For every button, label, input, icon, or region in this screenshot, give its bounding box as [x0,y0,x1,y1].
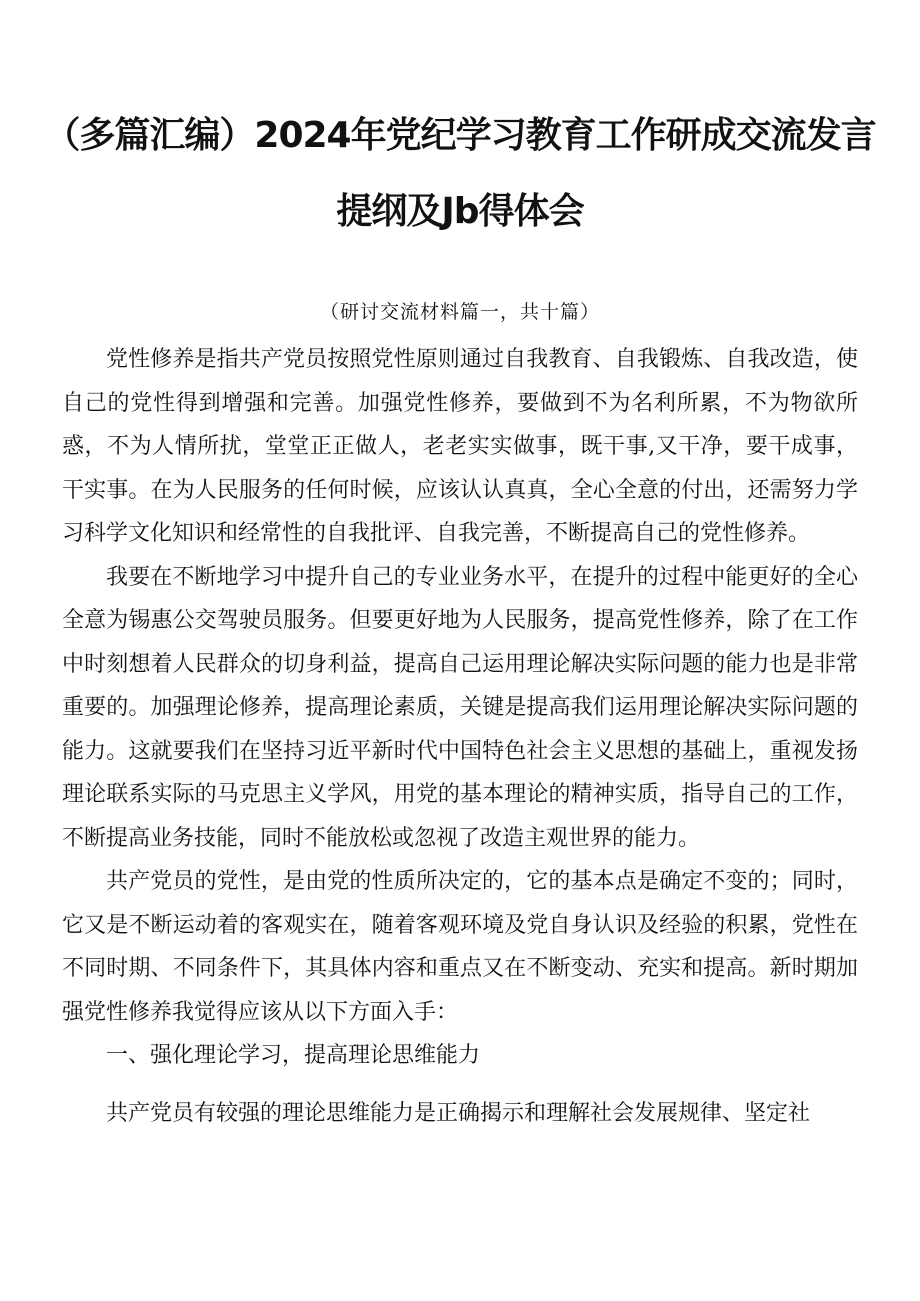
document-subtitle: （研讨交流材料篇一，共十篇） [319,301,600,323]
body-paragraph-2: 我要在不断地学习中提升自己的专业业务水平，在提升的过程中能更好的全心全意为锡惠公交驾驶员服务。但要更好地为人民服务，提高党性修养，除了在工作中时刻想着人民群众的切身利益，提高自己运用理论解决实际问题的能力也是非常重要的。加强理论修养，提高理论素质，关键是提高我们运用理论解决实际问题的能力。这就要我们在坚持习近平新时代中国特色社会主义思想的基础上，重视发扬理论联系实际的马克思主义学风，用党的基本理论的精神实质，指导自己的工作，不断提高业务技能，同时不能放松或忽视了改造主观世界的能力。 [62,564,858,851]
document-body [62,338,858,1135]
body-paragraph-3: 共产党员的党性，是由党的性质所决定的，它的基本点是确定不变的；同时，它又是不断运动着的客观实在，随着客观环境及党自身认识及经验的积累，党性在不同时期、不同条件下，其具体内容和重点又在不断变动、充实和提高。新时期加强党性修养我觉得应该从以下方面入手： [62,869,858,1025]
body-paragraph-4: 共产党员有较强的理论思维能力是正确揭示和理解社会发展规律、坚定社 [106,1100,811,1126]
body-paragraph-1: 党性修养是指共产党员按照党性原则通过自我教育、自我锻炼、自我改造，使自己的党性得到增强和完善。加强党性修养，要做到不为名利所累，不为物欲所惑，不为人情所扰，堂堂正正做人，老老实实做事，既干事,又干净，要干成事，干实事。在为人民服务的任何时候，应该认认真真，全心全意的付出，还需努力学习科学文化知识和经常性的自我批评、自我完善，不断提高自己的党性修养。 [62,347,858,546]
document-title-line-1: （多篇汇编）2024年党纪学习教育工作研成交流发言 [44,115,876,156]
document-title-line-2: 提纲及Jb得体会 [336,191,584,232]
section-heading: 一、强化理论学习，提高理论思维能力 [106,1043,481,1068]
